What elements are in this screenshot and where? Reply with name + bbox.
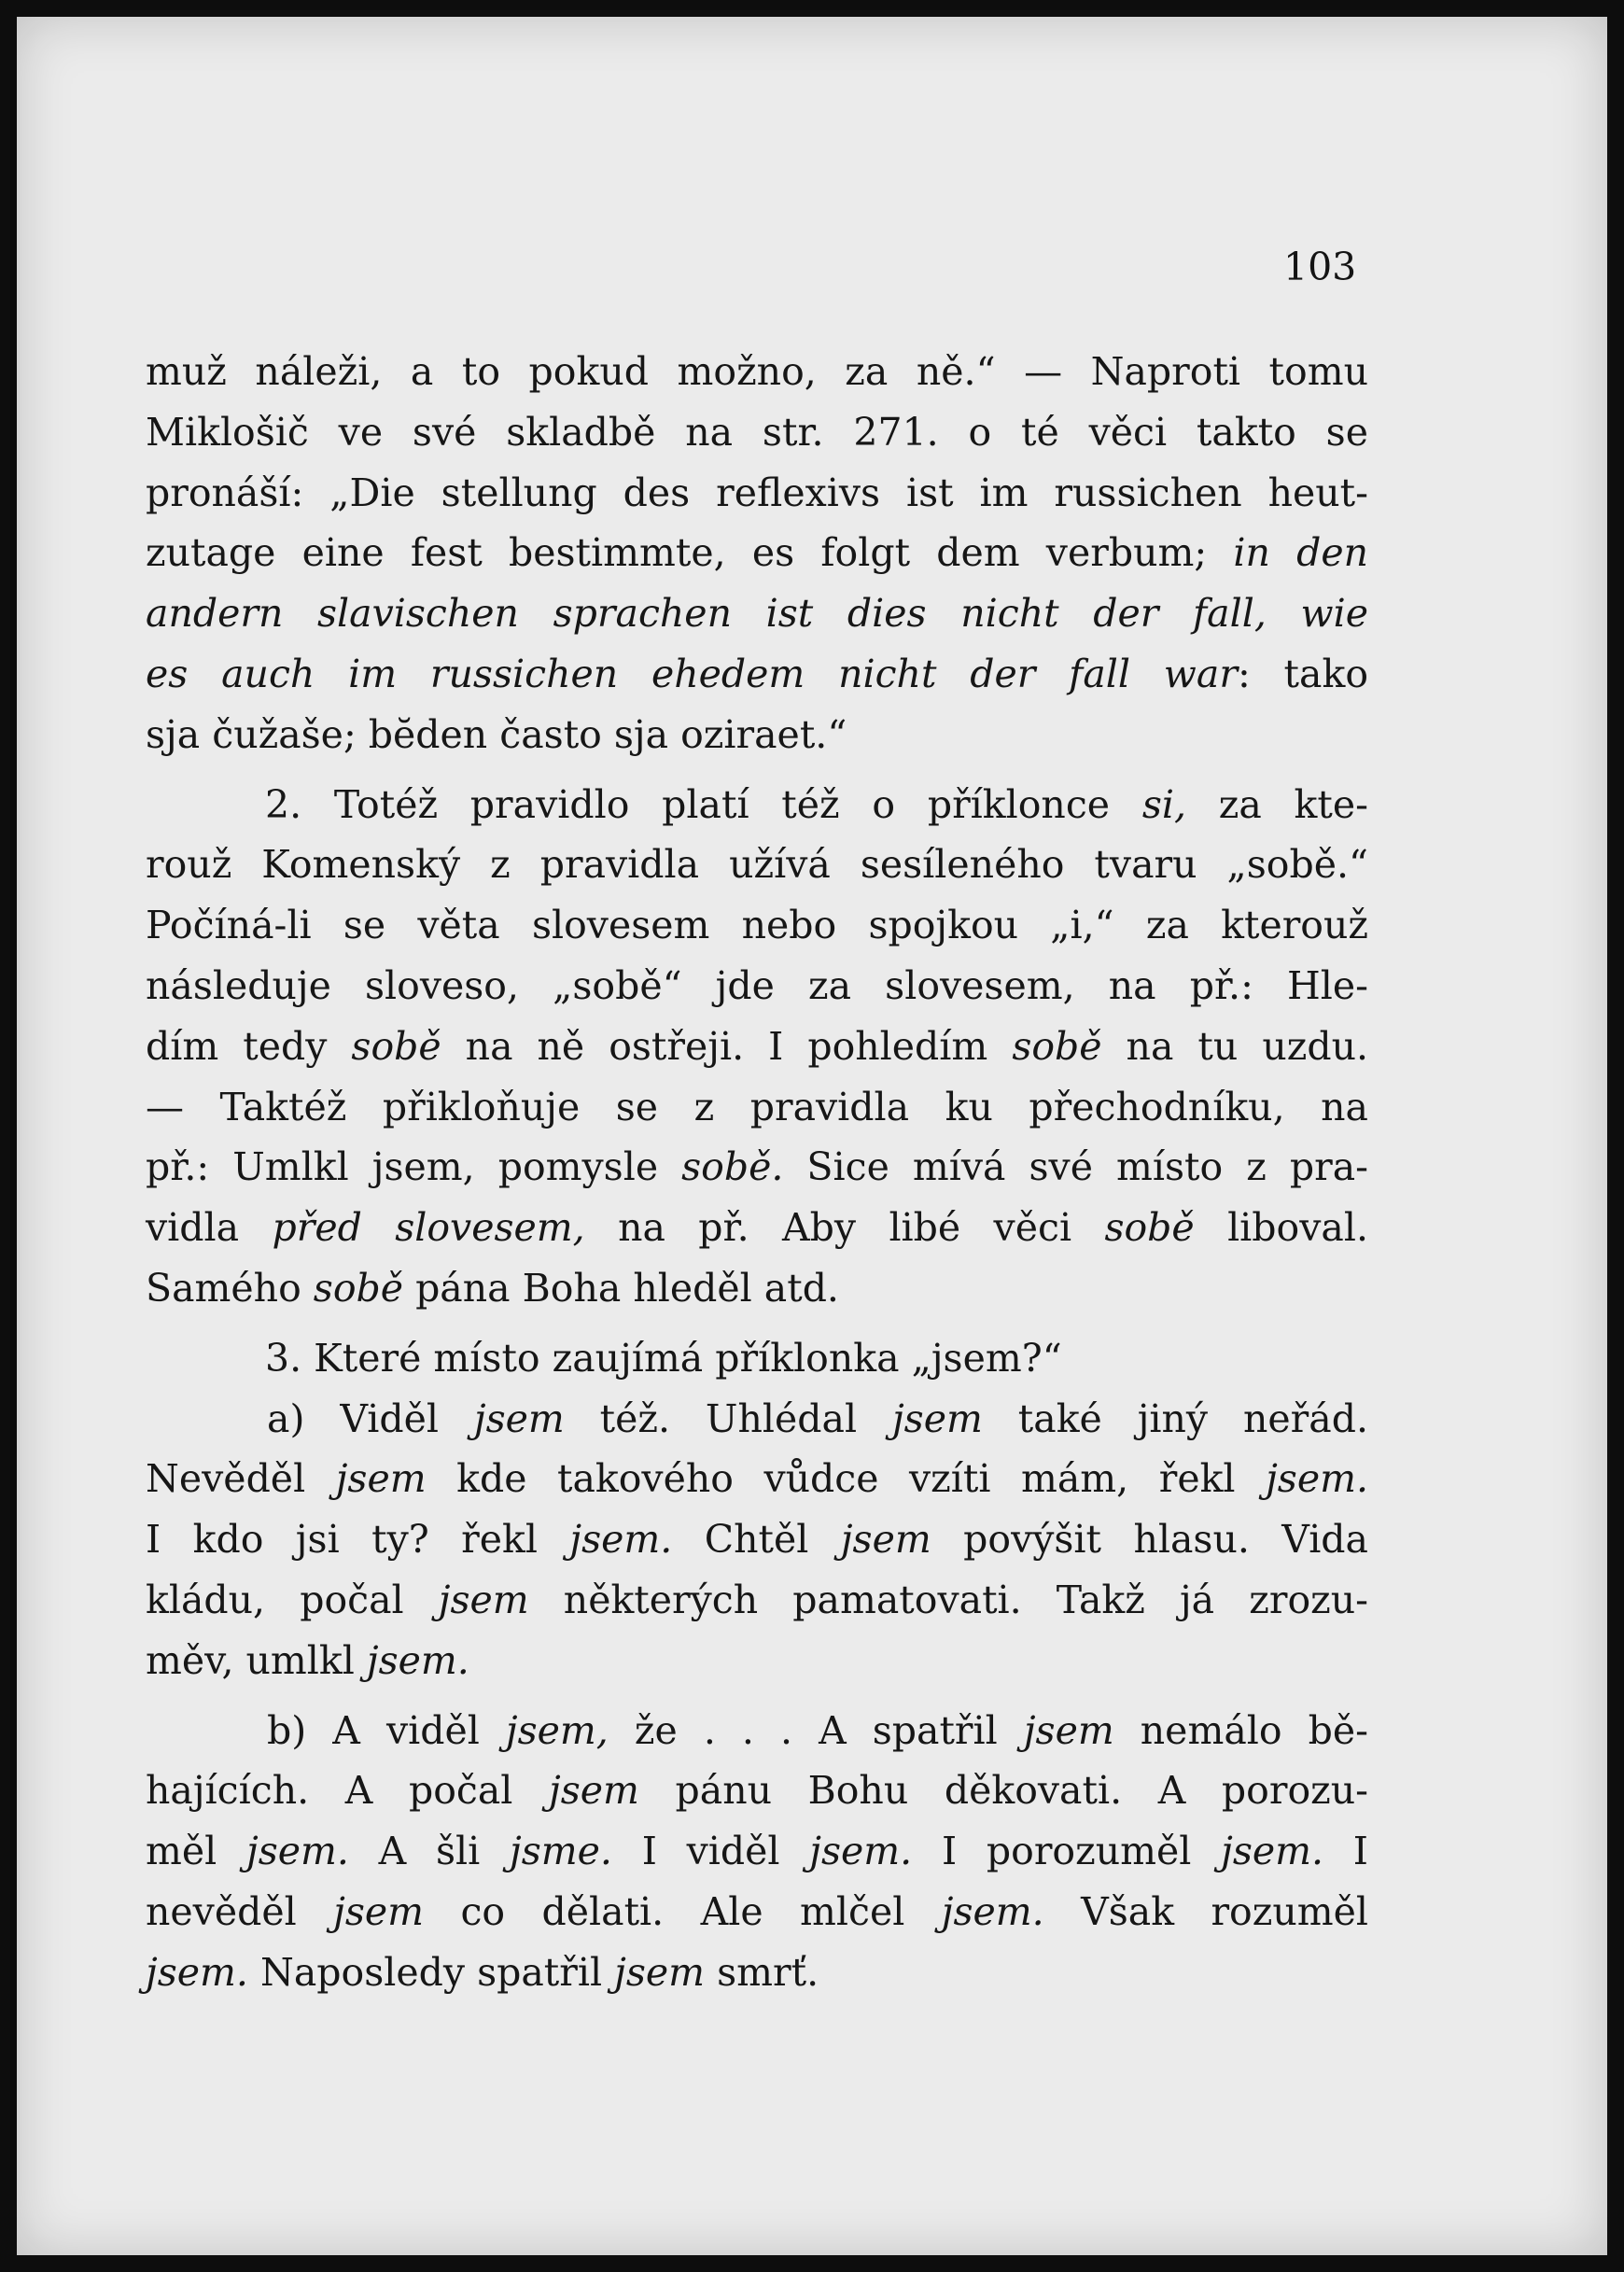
text-line: sja čužaše; bĕden často sja oziraet.“ — [146, 711, 847, 757]
page-number: 103 — [1283, 245, 1357, 289]
text-line: 2. Totéž pravidlo platí též o příklonce si, za kte- — [265, 781, 1368, 827]
text-line: — Taktéž přikloňuje se z pravidla ku přechodníku, na — [146, 1084, 1368, 1129]
text-line: dím tedy sobě na ně ostřeji. I pohledím sobě na tu uzdu. — [146, 1023, 1369, 1069]
text-line: I kdo jsi ty? řekl jsem. Chtěl jsem povýšit hlasu. Vida — [146, 1517, 1368, 1563]
text-line: zutage eine fest bestimmte, es folgt dem verbum; in den — [146, 530, 1368, 576]
text-line: vidla před slovesem, na př. Aby libé věci sobě liboval. — [146, 1205, 1368, 1251]
text-line: Miklošič ve své skladbě na str. 271. o té věci takto se — [146, 409, 1368, 455]
text-line: b) A viděl jsem, že . . . A spatřil jsem nemálo bě- — [267, 1707, 1368, 1753]
text-line: př.: Umlkl jsem, pomysle sobě. Sice mívá své místo z pra- — [146, 1144, 1368, 1190]
text-line: měl jsem. A šli jsme. I viděl jsem. I porozuměl jsem. I — [146, 1829, 1368, 1874]
body-text — [146, 342, 1368, 2003]
text-line: 3. Které místo zaujímá příklonka „jsem?“ — [265, 1335, 1062, 1381]
text-line: andern slavischen sprachen ist dies nicht der fall, wie — [146, 591, 1368, 637]
text-line: Samého sobě pána Boha hleděl atd. — [146, 1265, 839, 1311]
text-line: Počíná-li se věta slovesem nebo spojkou „i,“ za kterouž — [146, 903, 1368, 948]
text-line: měv, umlkl jsem. — [146, 1637, 469, 1683]
text-line: hajících. A počal jsem pánu Bohu děkovati. A porozu- — [146, 1768, 1368, 1814]
text-line: a) Viděl jsem též. Uhlédal jsem také jiný neřád. — [267, 1395, 1368, 1441]
text-line: Nevěděl jsem kde takového vůdce vzíti mám, řekl jsem. — [146, 1456, 1368, 1502]
text-line: rouž Komenský z pravidla užívá sesíleného tvaru „sobě.“ — [146, 842, 1368, 888]
text-line: pronáší: „Die stellung des reflexivs ist im russichen heut- — [146, 470, 1368, 515]
text-line: kládu, počal jsem některých pamatovati. Takž já zrozu- — [146, 1577, 1368, 1622]
text-line: es auch im russichen ehedem nicht der fall war: tako — [146, 651, 1368, 696]
text-line: nevěděl jsem co dělati. Ale mlčel jsem. Však rozuměl — [146, 1888, 1368, 1934]
text-line: následuje sloveso, „sobě“ jde za slovesem, na př.: Hle- — [146, 962, 1368, 1008]
text-line: jsem. Naposledy spatřil jsem smrť. — [146, 1949, 819, 1995]
text-line: muž náleži, a to pokud možno, za ně.“ — Naproti tomu — [146, 349, 1368, 394]
book-page — [17, 17, 1607, 2255]
